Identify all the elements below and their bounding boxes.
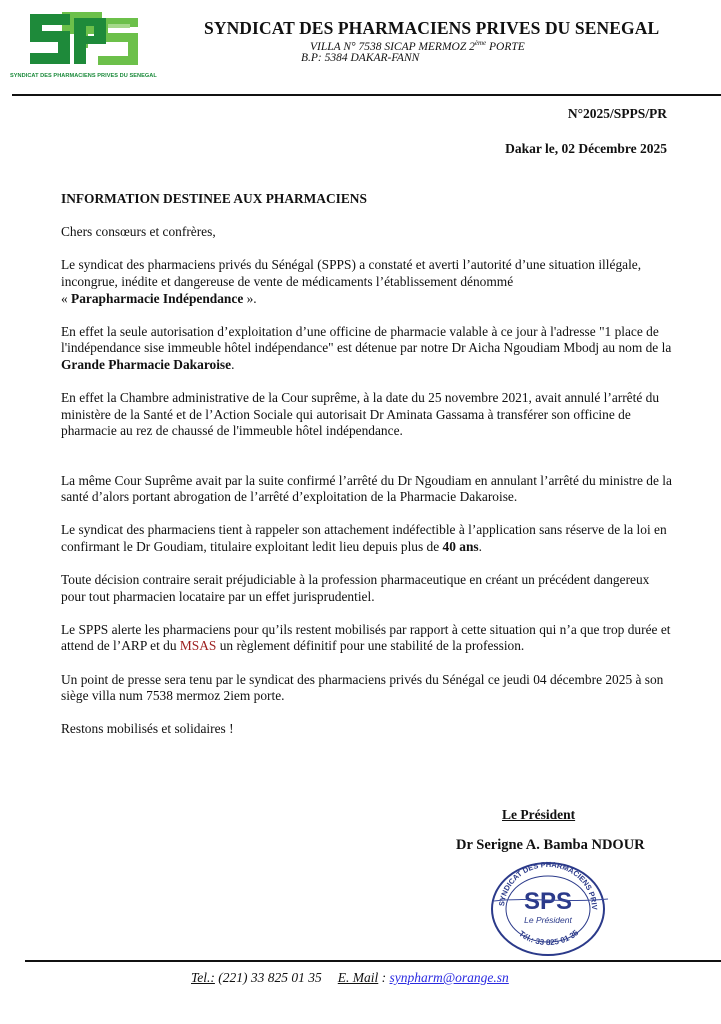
email-label: E. Mail	[337, 970, 379, 985]
msas-highlight: MSAS	[179, 638, 217, 654]
letter-body	[61, 191, 676, 755]
tel-label: Tel.:	[191, 970, 215, 985]
paragraph-2: En effet la seule autorisation d’exploitation d’une officine de pharmacie valable à ce jour à l'adresse "1 place de l'indépendance sise immeuble hôtel indépendance" est détenue par notre Dr Aicha Ngoudiam Mbodj au nom de la Grande Pharmacie Dakaroise.	[61, 323, 672, 372]
signatory-title: Le Président	[502, 807, 576, 822]
footer-contact: Tel.: (221) 33 825 01 35 E. Mail : synpharm@orange.sn	[191, 970, 509, 985]
letter-heading: INFORMATION DESTINEE AUX PHARMACIENS	[61, 191, 367, 206]
paragraph-3: En effet la Chambre administrative de la Cour suprême, à la date du 25 novembre 2021, avait annulé l’arrêté du ministère de la Santé et de l’Action Sociale qui autorisait Dr Aminata Gassama à transférer son officine de pharmacie au rez de chaussé de l'immeuble hôtel indépendance.	[61, 390, 660, 439]
org-title: SYNDICAT DES PHARMACIENS PRIVES DU SENEGAL	[204, 18, 660, 38]
signatory-name: Dr Serigne A. Bamba NDOUR	[456, 837, 645, 853]
paragraph-6: Toute décision contraire serait préjudiciable à la profession pharmaceutique en créant un précédent dangereux pour tout pharmacien locataire par un effet jurisprudentiel.	[61, 572, 650, 604]
paragraph-4: La même Cour Suprême avait par la suite confirmé l’arrêté du Dr Ngoudiam en annulant l’arrêté du ministre de la santé d’alors portant abrogation de l’arrêté d’exploitation de la Pharmacie Dakaroise.	[61, 472, 672, 505]
paragraph-8: Un point de presse sera tenu par le syndicat des pharmaciens privés du Sénégal ce jeudi 04 décembre 2025 à son siège villa num 7538 mermoz 2iem porte.	[61, 671, 664, 704]
logo-caption: SYNDICAT DES PHARMACIENS PRIVES DU SENEGAL	[10, 73, 157, 79]
letter-date: Dakar le, 02 Décembre 2025	[505, 141, 667, 156]
tel-value: (221) 33 825 01 35	[214, 970, 322, 985]
salutation: Chers consœurs et confrères,	[61, 224, 216, 240]
paragraph-1: Le syndicat des pharmaciens privés du Sénégal (SPPS) a constaté et averti l’autorité d’une situation illégale, incongrue, inédite et dangereuse de vente de médicaments l’établissement dénommé « Parapharmacie Indépendance ».	[61, 257, 642, 306]
spps-logo	[10, 8, 180, 86]
spps-logo-mark	[10, 8, 150, 70]
reference-number: N°2025/SPPS/PR	[567, 106, 667, 121]
stamp-role-text: Le Président	[524, 915, 572, 925]
address-line-1: VILLA N° 7538 SICAP MERMOZ 2ème PORTE	[310, 39, 525, 53]
stamp-center-text: SPS	[523, 888, 573, 915]
stamp-phone-text: Tél.: 33 825 01 35	[517, 928, 581, 948]
paragraph-5: Le syndicat des pharmaciens tient à rappeler son attachement indéfectible à l’application sans réserve de la loi en confirmant le Dr Goudiam, titulaire exploitant ledit lieu depuis plus de 40 ans.	[61, 522, 667, 554]
header-divider	[12, 94, 721, 96]
paragraph-7: Le SPPS alerte les pharmaciens pour qu’ils restent mobilisés par rapport à cette situation qui n’a que trop durée et attend de l’ARP et du MSAS un règlement définitif pour une stabilité de la profession.	[61, 621, 671, 654]
closing-line: Restons mobilisés et solidaires !	[61, 721, 234, 737]
email-link[interactable]: synpharm@orange.sn	[389, 970, 509, 985]
official-stamp	[486, 857, 610, 957]
address-line-2: B.P: 5384 DAKAR-FANN	[301, 52, 420, 64]
footer-divider	[25, 960, 721, 962]
stamp-ring-text: SYNDICAT DES PHARMACIENS PRIV	[497, 859, 600, 910]
